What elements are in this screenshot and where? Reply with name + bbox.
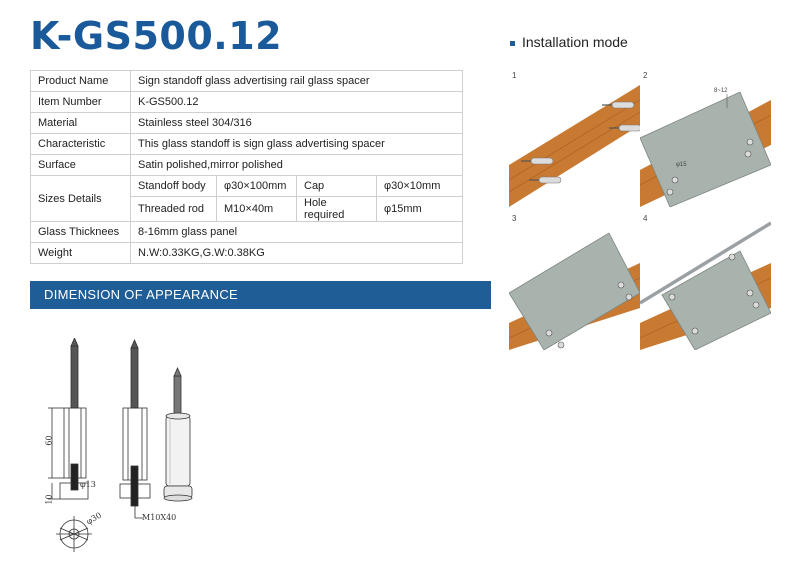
dim-60-label: 60 — [44, 435, 54, 446]
threaded-rod-left — [71, 346, 78, 408]
table-row — [31, 176, 463, 197]
characteristic-value: This glass standoff is sign glass advertising spacer — [131, 134, 463, 155]
hole-note: φ15 — [676, 162, 687, 168]
dim-10-label: 10 — [44, 494, 54, 505]
thickness-note: 8~12 — [714, 88, 728, 94]
table-row — [31, 113, 463, 134]
weight-value: N.W:0.33KG,G.W:0.38KG — [131, 243, 463, 264]
spec-table — [30, 70, 463, 264]
hole-label: Hole required — [297, 197, 377, 222]
threaded-rod-value: M10×40m — [217, 197, 297, 222]
step-number: 2 — [643, 71, 648, 80]
product-name-label: Product Name — [31, 71, 131, 92]
installation-title: Installation mode — [522, 34, 628, 50]
page-title: K-GS500.12 — [30, 14, 283, 58]
dim-phi30-label: φ30 — [84, 510, 103, 527]
hole-value: φ15mm — [377, 197, 463, 222]
glass-value: 8-16mm glass panel — [131, 222, 463, 243]
threaded-rod-right — [174, 376, 181, 416]
table-row — [31, 134, 463, 155]
cap-label: Cap — [297, 176, 377, 197]
square-bullet-icon — [510, 41, 515, 46]
threaded-rod-middle — [131, 348, 138, 408]
cap-value: φ30×10mm — [377, 176, 463, 197]
threaded-rod-label: Threaded rod — [131, 197, 217, 222]
item-number-label: Item Number — [31, 92, 131, 113]
material-value: Stainless steel 304/316 — [131, 113, 463, 134]
dimension-banner: DIMENSION OF APPEARANCE — [30, 281, 491, 309]
table-row — [31, 155, 463, 176]
install-step-3 — [509, 213, 640, 350]
install-step-4 — [640, 213, 771, 350]
table-row — [31, 222, 463, 243]
surface-label: Surface — [31, 155, 131, 176]
dimension-drawing — [38, 338, 218, 558]
standoff-body-label: Standoff body — [131, 176, 217, 197]
step-number: 3 — [512, 214, 517, 223]
product-name-value: Sign standoff glass advertising rail glass spacer — [131, 71, 463, 92]
table-row — [31, 71, 463, 92]
dim-phi13-label: φ13 — [80, 480, 96, 489]
dim-m10x40-label: M10X40 — [142, 513, 177, 522]
step-number: 4 — [643, 214, 648, 223]
installation-heading — [510, 34, 628, 50]
sizes-label: Sizes Details — [31, 176, 131, 222]
table-row — [31, 243, 463, 264]
step-number: 1 — [512, 71, 517, 80]
characteristic-label: Characteristic — [31, 134, 131, 155]
table-row — [31, 92, 463, 113]
surface-value: Satin polished,mirror polished — [131, 155, 463, 176]
step-2-illustration — [640, 70, 771, 207]
glass-label: Glass Thicknees — [31, 222, 131, 243]
item-number-value: K-GS500.12 — [131, 92, 463, 113]
step-1-illustration — [509, 70, 640, 207]
material-label: Material — [31, 113, 131, 134]
step-3-illustration — [509, 213, 640, 350]
weight-label: Weight — [31, 243, 131, 264]
install-step-1 — [509, 70, 640, 207]
standoff-body-value: φ30×100mm — [217, 176, 297, 197]
step-4-illustration — [640, 213, 771, 350]
install-step-2 — [640, 70, 771, 207]
